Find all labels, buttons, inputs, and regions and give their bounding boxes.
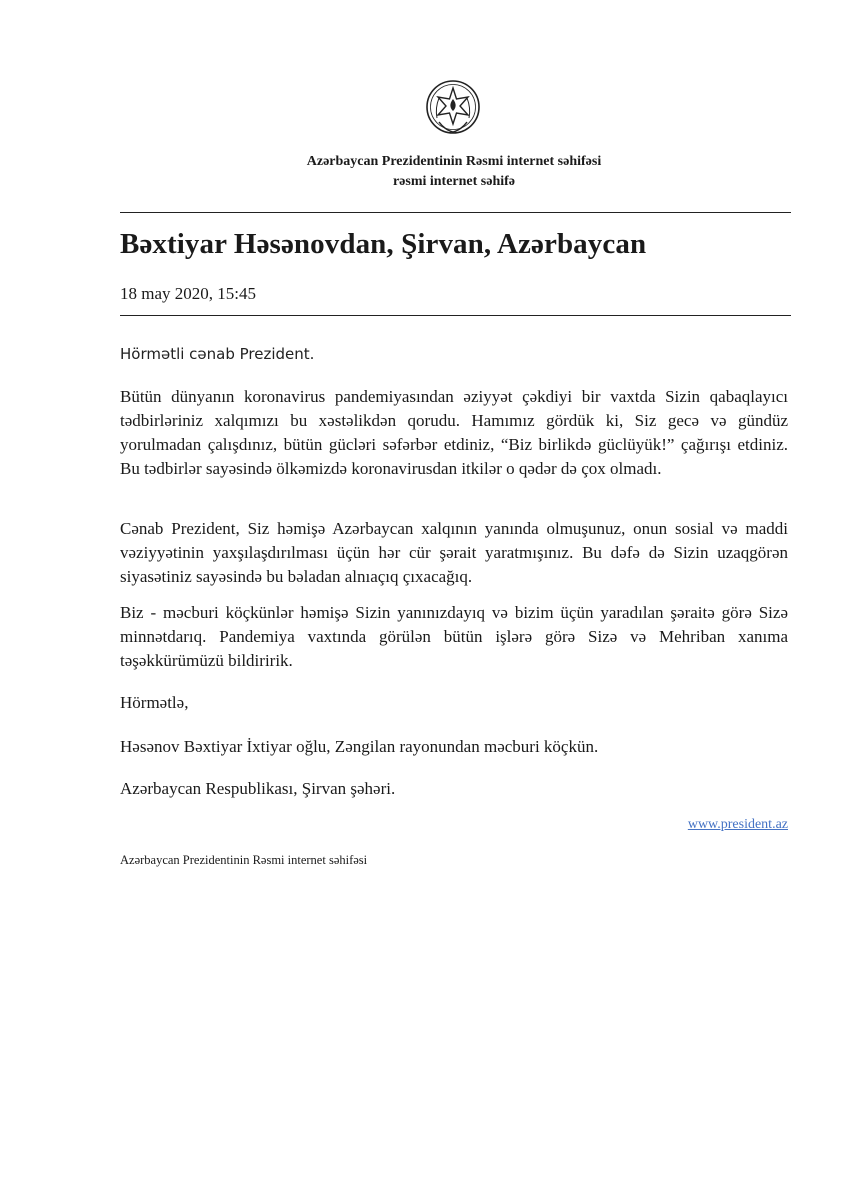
letter-signature: Həsənov Bəxtiyar İxtiyar oğlu, Zəngilan rayonundan məcburi köçkün. — [120, 737, 599, 756]
site-name: Azərbaycan Prezidentinin Rəsmi internet səhifəsi — [306, 154, 602, 169]
azerbaijan-coat-of-arms-icon — [425, 78, 481, 138]
letter-paragraph: Bütün dünyanın koronavirus pandemiyasından əziyyət çəkdiyi bir vaxtda Sizin qabaqlayıcı tədbirləriniz xalqımızı bu xəstəlikdən qorudu. Hamımız gördük ki, Siz gecə və gündüz yorulmadan çalışdınız, bütün gücləri səfərbər etdiniz, “Biz birlikdə güclüyük!” çağırışı etdiniz. Bu tədbirlər sayəsində ölkəmizdə koronavirusdan itkilər o qədər də çox olmadı. — [120, 387, 788, 478]
page-footer: Azərbaycan Prezidentinin Rəsmi internet səhifəsi — [120, 853, 368, 867]
letter-greeting: Hörmətli cənab Prezident. — [120, 345, 315, 363]
header-divider — [120, 212, 791, 213]
letter-paragraph: Biz - məcburi köçkünlər həmişə Sizin yanınızdayıq və bizim üçün yaradılan şəraitə görə Sizə minnətdarıq. Pandemiya vaxtında görülən bütün işlərə görə Sizə və Mehriban xanıma təşəkkürümüzü bildiririk. — [120, 603, 788, 670]
president-site-link[interactable]: www.president.az — [687, 817, 788, 832]
article-title: Bəxtiyar Həsənovdan, Şirvan, Azərbaycan — [120, 228, 647, 260]
letter-location: Azərbaycan Respublikası, Şirvan şəhəri. — [120, 779, 396, 798]
letter-closing: Hörmətlə, — [120, 693, 189, 712]
letter-paragraph: Cənab Prezident, Siz həmişə Azərbaycan xalqının yanında olmuşunuz, onun sosial və maddi vəziyyətinin yaxşılaşdırılması üçün hər cür şərait yaratmışınız. Bu dəfə də Sizin uzaqgörən siyasətiniz sayəsində bu bəladan alnıaçıq çıxacağıq. — [120, 519, 788, 586]
site-subtitle: rəsmi internet səhifə — [392, 174, 516, 189]
article-date: 18 may 2020, 15:45 — [120, 284, 256, 303]
title-divider — [120, 315, 791, 316]
